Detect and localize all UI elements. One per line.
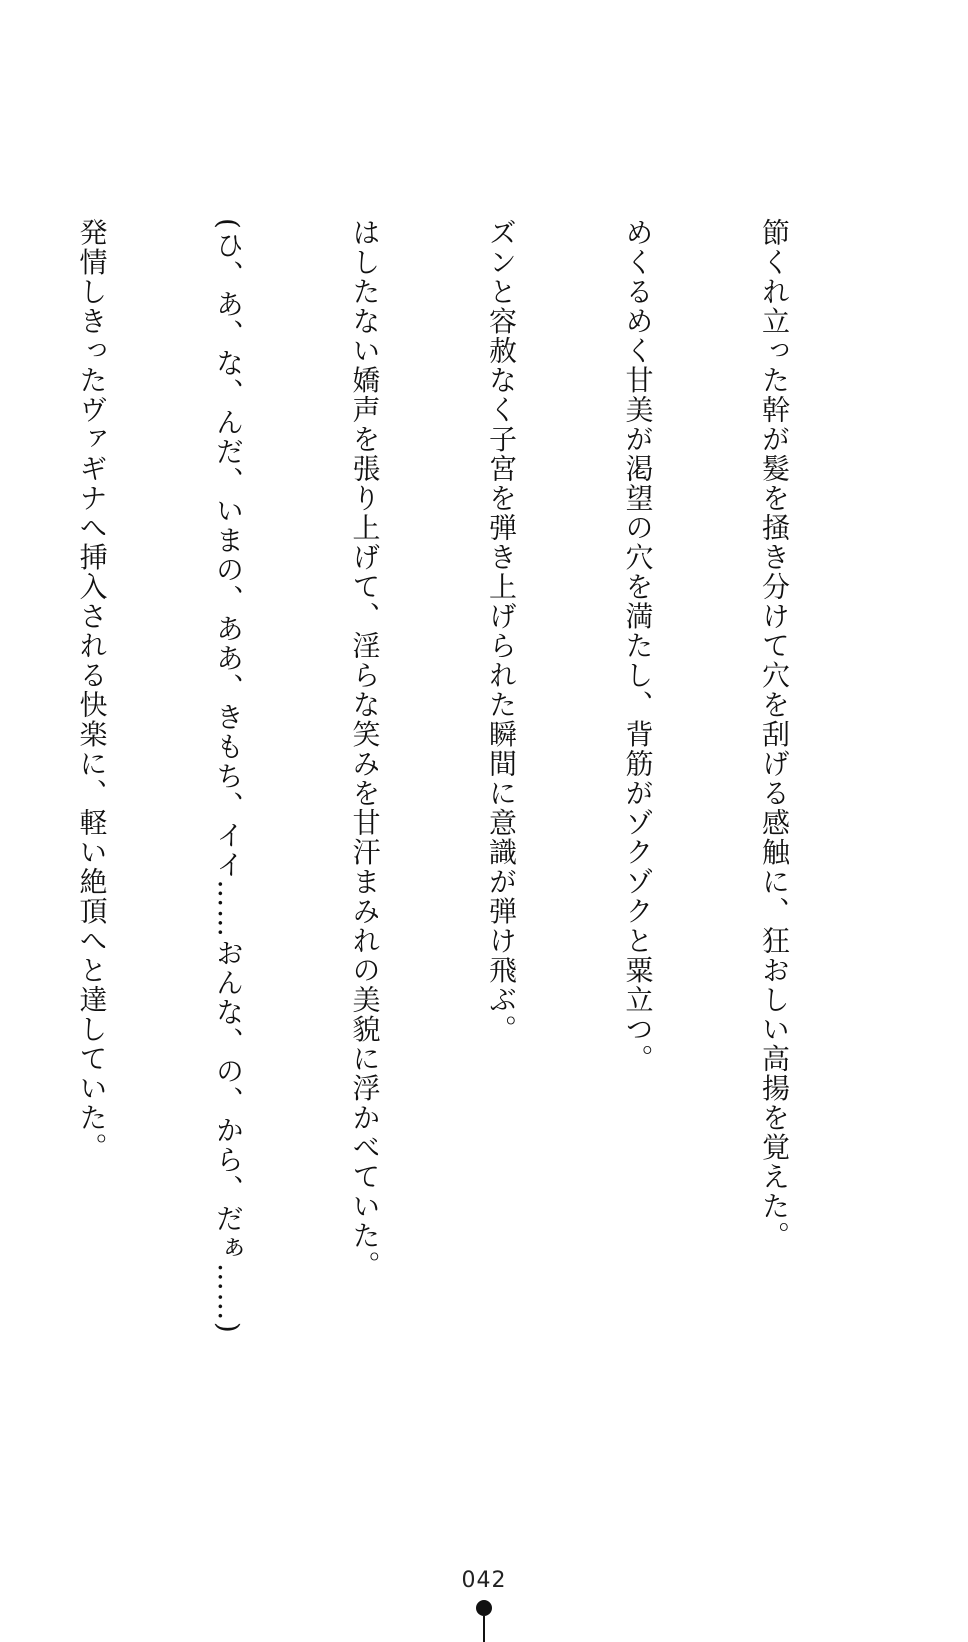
text-line: (ひ、あ、な、んだ、いまの、ああ、きもち、イイ……おんな、の、から、だぁ……) <box>212 218 245 1335</box>
vertical-text-body <box>58 218 888 1338</box>
circle-dot-icon <box>476 1600 492 1616</box>
page-footer <box>0 1568 968 1642</box>
text-line: 節くれ立った幹が髮を掻き分けて穴を刮げる感触に、狂おしい高揚を覚えた。 <box>758 218 791 1251</box>
page-number: 042 <box>461 1568 507 1593</box>
footer-divider-line <box>483 1616 485 1642</box>
text-line: 発情しきったヴァギナへ挿入される快楽に、軽い絶頂へと達していた。 <box>75 218 109 1162</box>
text-line: ズンと容赦なく子宮を弾き上げられた瞬間に意識が弾け飛ぶ。 <box>485 218 518 1044</box>
text-line: はしたない嬌声を張り上げて、淫らな笑みを甘汗まみれの美貌に浮かべていた。 <box>348 218 382 1280</box>
text-line: めくるめく甘美が渇望の穴を満たし、背筋がゾクゾクと粟立つ。 <box>621 218 655 1074</box>
